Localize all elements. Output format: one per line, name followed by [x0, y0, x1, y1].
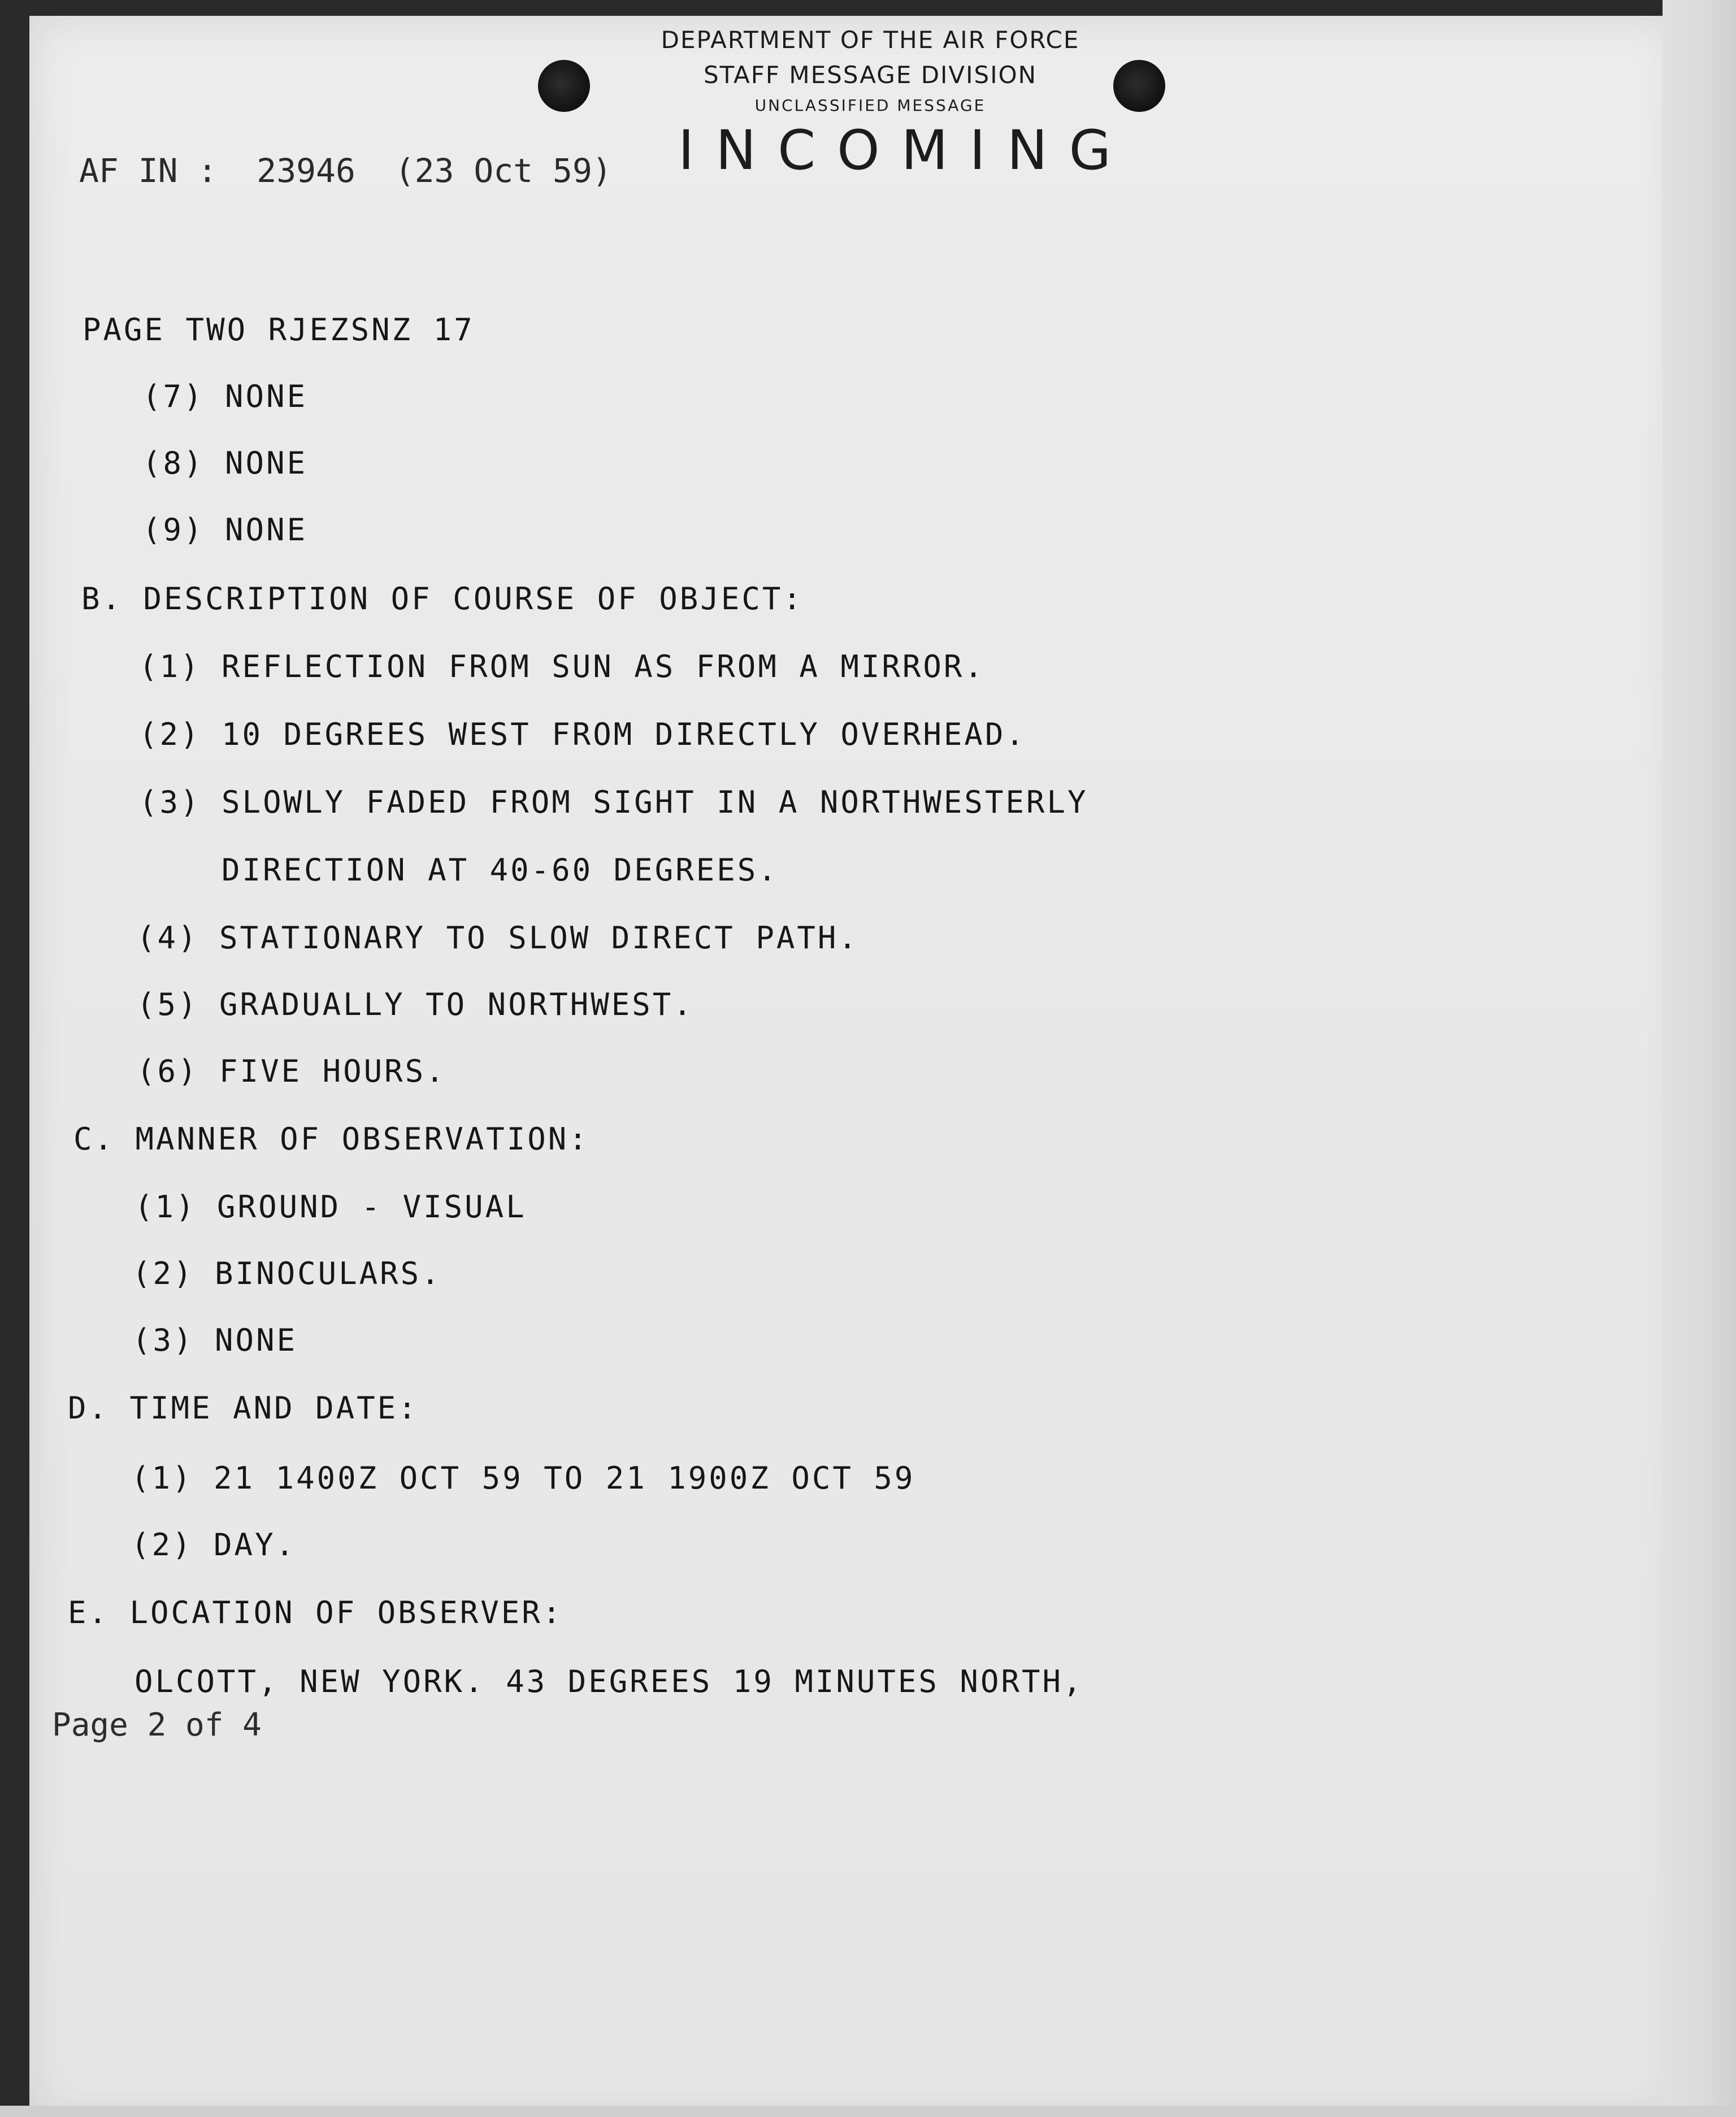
- header-division: STAFF MESSAGE DIVISION: [703, 61, 1038, 89]
- punch-hole-left: [538, 60, 590, 112]
- section-c-item-3: (3) NONE: [132, 1322, 298, 1358]
- item-7: (7) NONE: [142, 379, 308, 414]
- section-b-item-6: (6) FIVE HOURS.: [137, 1053, 446, 1089]
- section-b-item-2: (2) 10 DEGREES WEST FROM DIRECTLY OVERHEAD.: [139, 717, 1026, 752]
- section-c-item-2: (2) BINOCULARS.: [132, 1256, 442, 1291]
- section-e-heading: E. LOCATION OF OBSERVER:: [68, 1595, 563, 1630]
- section-d-heading: D. TIME AND DATE:: [68, 1390, 419, 1426]
- section-b-item-5: (5) GRADUALLY TO NORTHWEST.: [137, 987, 694, 1022]
- section-c-heading: C. MANNER OF OBSERVATION:: [73, 1121, 589, 1157]
- section-b-item-3: (3) SLOWLY FADED FROM SIGHT IN A NORTHWESTERLY: [139, 784, 1088, 820]
- header-department: DEPARTMENT OF THE AIR FORCE: [661, 26, 1080, 54]
- page-edge-right: [1663, 0, 1736, 2117]
- header-classification: UNCLASSIFIED MESSAGE: [754, 96, 986, 115]
- incoming-stamp: INCOMING: [678, 119, 1133, 182]
- section-c-item-1: (1) GROUND - VISUAL: [134, 1189, 527, 1225]
- page-heading: PAGE TWO RJEZSNZ 17: [83, 312, 475, 348]
- af-in-reference: AF IN : 23946 (23 Oct 59): [79, 151, 612, 190]
- page-edge-bottom: [0, 2106, 1736, 2117]
- section-d-item-1: (1) 21 1400Z OCT 59 TO 21 1900Z OCT 59: [131, 1460, 915, 1496]
- section-b-item-4: (4) STATIONARY TO SLOW DIRECT PATH.: [137, 920, 859, 956]
- item-9: (9) NONE: [142, 512, 308, 548]
- section-b-heading: B. DESCRIPTION OF COURSE OF OBJECT:: [81, 581, 804, 617]
- section-b-item-1: (1) REFLECTION FROM SUN AS FROM A MIRROR.: [139, 649, 985, 684]
- page-number-footer: Page 2 of 4: [52, 1707, 262, 1743]
- section-d-item-2: (2) DAY.: [131, 1527, 297, 1563]
- section-b-item-3-continued: DIRECTION AT 40-60 DEGREES.: [222, 852, 779, 888]
- section-e-location: OLCOTT, NEW YORK. 43 DEGREES 19 MINUTES NORTH,: [134, 1664, 1084, 1699]
- item-8: (8) NONE: [142, 445, 308, 481]
